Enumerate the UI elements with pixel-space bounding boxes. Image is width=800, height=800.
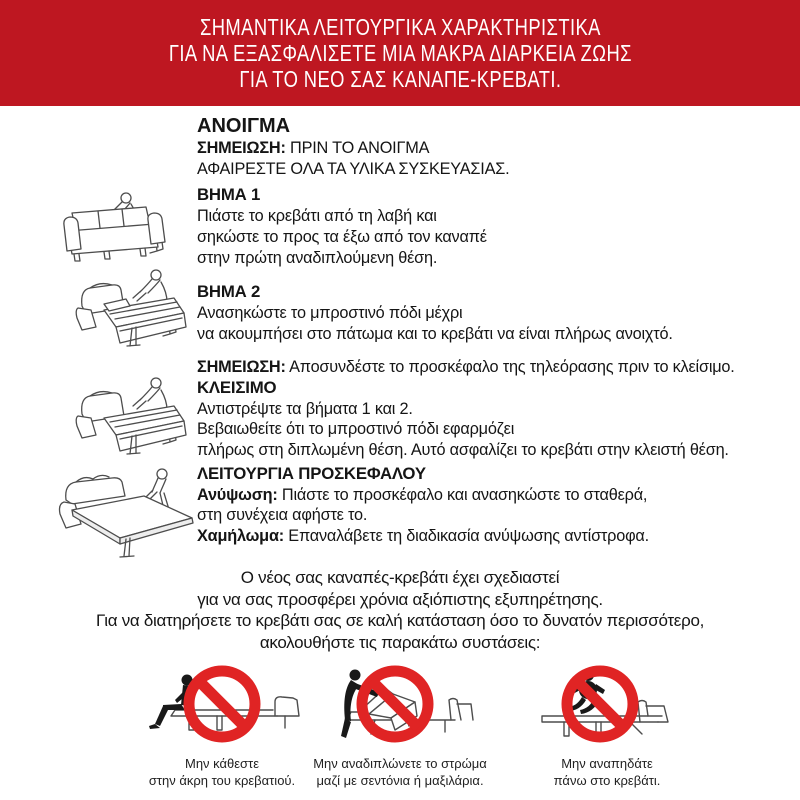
warning-no-jumping bbox=[512, 660, 702, 789]
step2-line2: να ακουμπήσει στο πάτωμα και το κρεβάτι να είναι πλήρως ανοιχτό. bbox=[197, 324, 673, 343]
warning-no-sitting bbox=[127, 660, 317, 789]
care-intro-paragraph bbox=[0, 567, 800, 654]
step2-line1: Ανασηκώστε το μπροστινό πόδι μέχρι bbox=[197, 303, 463, 322]
outro-line4: ακολουθήστε τις παρακάτω συστάσεις: bbox=[259, 633, 541, 653]
raise-text: Πιάστε το προσκέφαλο και ανασηκώστε το σταθερά, bbox=[277, 485, 648, 504]
banner-line-2: ΓΙΑ ΝΑ ΕΞΑΣΦΑΛΙΣΕΤΕ ΜΙΑ ΜΑΚΡΑ ΔΙΑΡΚΕΙΑ ΖΩΗΣ bbox=[168, 40, 632, 66]
warning-no-folding-bedding bbox=[305, 660, 495, 789]
banner-line-3: ΓΙΑ ΤΟ ΝΕΟ ΣΑΣ ΚΑΝΑΠΕ-ΚΡΕΒΑΤΙ. bbox=[239, 66, 561, 92]
no-jumping-on-bed-icon bbox=[512, 660, 702, 748]
step1-title: ΒΗΜΑ 1 bbox=[197, 185, 261, 205]
step1-line2: σηκώστε το προς τα έξω από τον καναπέ bbox=[197, 227, 487, 246]
outro-line1: Ο νέος σας καναπές-κρεβάτι έχει σχεδιαστεί bbox=[240, 568, 560, 587]
lower-label: Χαμήλωμα: bbox=[197, 526, 284, 545]
closing-note-line bbox=[197, 357, 782, 378]
banner-line-1: ΣΗΜΑΝΤΙΚΑ ΛΕΙΤΟΥΡΓΙΚΑ ΧΑΡΑΚΤΗΡΙΣΤΙΚΑ bbox=[199, 14, 601, 40]
closing-line1: Αντιστρέψτε τα βήματα 1 και 2. bbox=[197, 399, 413, 418]
lower-text: Επαναλάβετε τη διαδικασία ανύψωσης αντίστροφα. bbox=[283, 526, 649, 545]
step2-illustration bbox=[74, 268, 194, 361]
no-folding-with-bedding-icon bbox=[305, 660, 495, 748]
headrest-title: ΛΕΙΤΟΥΡΓΙΑ ΠΡΟΣΚΕΦΑΛΟΥ bbox=[197, 463, 426, 483]
note-label: ΣΗΜΕΙΩΣΗ: bbox=[197, 139, 286, 157]
raise-label: Ανύψωση: bbox=[197, 485, 278, 504]
note-label: ΣΗΜΕΙΩΣΗ: bbox=[197, 358, 286, 377]
outro-line2: για να σας προσφέρει χρόνια αξιόπιστης εξυπηρέτησης. bbox=[197, 589, 603, 609]
note-text: Αποσυνδέστε το προσκέφαλο της τηλεόρασης πριν το κλείσιμο. bbox=[285, 358, 735, 377]
header-banner-text bbox=[168, 14, 631, 92]
note-text: ΠΡΙΝ ΤΟ ΑΝΟΙΓΜΑ bbox=[285, 139, 430, 157]
closing-title: ΚΛΕΙΣΙΜΟ bbox=[197, 378, 277, 398]
step1-line1: Πιάστε το κρεβάτι από τη λαβή και bbox=[197, 207, 437, 226]
header-banner bbox=[0, 0, 800, 106]
headrest-raise-line1 bbox=[197, 485, 782, 506]
closing-line2: Βεβαιωθείτε ότι το μπροστινό πόδι εφαρμόζει bbox=[197, 420, 515, 439]
step2-title: ΒΗΜΑ 2 bbox=[197, 282, 261, 302]
no-sitting-on-edge-icon bbox=[127, 660, 317, 748]
warning-caption: Μην αναδιπλώνετε το στρώμα μαζί με σεντόνια ή μαξιλάρια. bbox=[313, 756, 487, 788]
opening-title: ΑΝΟΙΓΜΑ bbox=[197, 115, 291, 137]
opening-note-line2: ΑΦΑΙΡΕΣΤΕ ΟΛΑ ΤΑ ΥΛΙΚΑ ΣΥΣΚΕΥΑΣΙΑΣ. bbox=[197, 159, 510, 178]
fully-open-bed-illustration bbox=[56, 466, 201, 566]
step1-illustration bbox=[60, 191, 190, 274]
warning-caption: Μην κάθεστε στην άκρη του κρεβατιού. bbox=[148, 756, 296, 788]
warning-caption: Μην αναπηδάτε πάνω στο κρεβάτι. bbox=[553, 756, 661, 788]
outro-line3: Για να διατηρήσετε το κρεβάτι σας σε καλή κατάσταση όσο το δυνατόν περισσότερο, bbox=[95, 611, 705, 631]
opening-note-line1 bbox=[197, 138, 782, 159]
headrest-raise-line2: στη συνέχεια αφήστε το. bbox=[197, 506, 368, 525]
headrest-lower-line bbox=[197, 526, 782, 547]
step1-line3: στην πρώτη αναδιπλούμενη θέση. bbox=[197, 248, 438, 267]
instructions-column bbox=[197, 114, 782, 547]
closing-line3: πλήρως στη διπλωμένη θέση. Αυτό ασφαλίζει το κρεβάτι στην κλειστή θέση. bbox=[197, 441, 729, 460]
closing-illustration bbox=[74, 376, 194, 469]
